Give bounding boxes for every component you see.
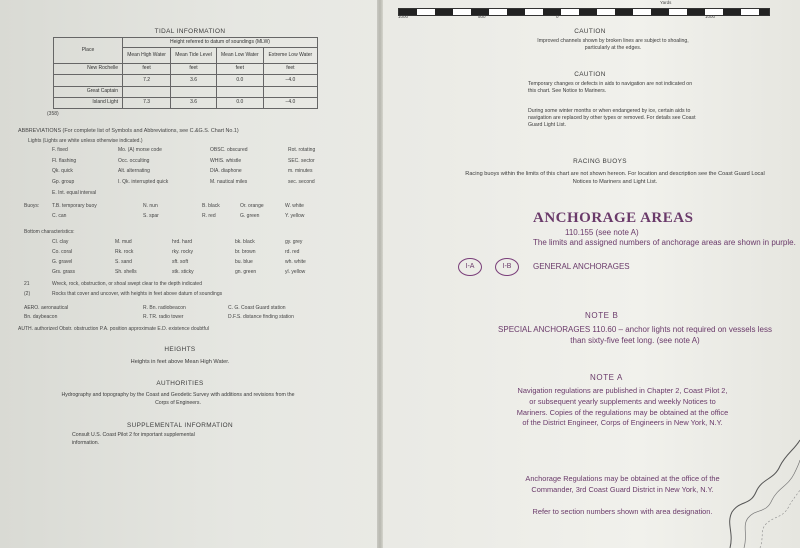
abbr-item: Rot. rotating xyxy=(288,147,316,153)
abbr-item: C. G. Coast Guard station xyxy=(228,305,286,311)
supplemental-text: Consult U.S. Coast Pilot 2 for important supplemental information. xyxy=(72,432,195,446)
table-cell xyxy=(263,86,317,97)
col-elw: Extreme Low Water xyxy=(263,48,317,64)
note-a-p2: Anchorage Regulations may be obtained at the office of the Commander, 3rd Coast Guard District in New York, N.Y. xyxy=(525,474,720,494)
abbr-item: G. gravel xyxy=(52,259,73,265)
table-cell: feet xyxy=(263,64,317,75)
abbr-item: Co. coral xyxy=(52,249,73,255)
table-cell: 7.2 xyxy=(123,75,171,86)
abbr-item: Y. yellow xyxy=(285,213,305,219)
abbr-item: M. mud xyxy=(115,239,132,245)
abbr-item: rky. rocky xyxy=(172,249,194,255)
abbr-item: F. fixed xyxy=(52,147,68,153)
abbr-item: Rk. rock xyxy=(115,249,134,255)
abbr-item: OBSC. obscured xyxy=(210,147,248,153)
abbr-item: C. can xyxy=(52,213,67,219)
table-cell: Great Captain xyxy=(54,86,123,97)
abbr-item: hrd. hard xyxy=(172,239,193,245)
tidal-title: TIDAL INFORMATION xyxy=(154,28,226,35)
lights-title: Lights (Lights are white unless otherwise indicated.) xyxy=(28,138,143,144)
abbr-item: M. nautical miles xyxy=(210,178,248,185)
rocks-text: Rocks that cover and uncover, with heights in feet above datum of soundings xyxy=(52,291,223,297)
abbr-item: gn. green xyxy=(235,269,257,275)
table-cell xyxy=(54,75,123,86)
tidal-note: (358) xyxy=(47,111,59,117)
abbr-item: DIA. diaphone xyxy=(210,168,242,174)
table-cell: 0.0 xyxy=(216,97,263,108)
scale-label: 500 xyxy=(478,14,486,19)
abbr-item: Sh. shells xyxy=(115,269,137,275)
note-a-p1: Navigation regulations are published in Chapter 2, Coast Pilot 2, or subsequent yearly supplements and weekly Notices to Mariners. Copies of the regulations may be obtained at the office of the District Engineer, Corps of Engineers in New York, N.Y. xyxy=(516,386,729,428)
abbr-item: Or. orange xyxy=(240,203,264,209)
abbr-item: D.F.S. distance finding station xyxy=(228,314,294,320)
abbr-item: Bn. daybeacon xyxy=(24,314,58,320)
abbr-item: S. sand xyxy=(115,259,132,265)
bottom-title: Bottom characteristics: xyxy=(24,229,75,235)
abbr-item: sft. soft xyxy=(172,259,189,265)
wreck-mark: 21 xyxy=(24,281,30,287)
abbr-item: br. brown xyxy=(235,249,256,255)
abbr-item: bu. blue xyxy=(235,259,253,265)
anchorage-badge-1b: I-B xyxy=(495,258,519,276)
abbr-item: G. green xyxy=(240,213,260,219)
note-b-text: SPECIAL ANCHORAGES 110.60 – anchor lights not required on vessels less than sixty-five feet long. (see note A) xyxy=(498,325,772,345)
abbr-item: WHIS. whistle xyxy=(210,157,242,164)
table-cell xyxy=(216,86,263,97)
heights-text: Heights in feet above Mean High Water. xyxy=(130,359,230,365)
caution1-title: CAUTION xyxy=(574,28,606,35)
abbr-item: gy. grey xyxy=(285,239,303,245)
lights-extra: E. Int. equal interval xyxy=(52,190,97,196)
abbr-item: S. spar xyxy=(143,213,159,219)
abbr-item: stk. sticky xyxy=(172,269,194,275)
tidal-table xyxy=(53,37,318,109)
table-cell: 3.6 xyxy=(171,97,217,108)
abbr-item: I. Qk. interrupted quick xyxy=(118,178,169,185)
anchorage-text: The limits and assigned numbers of anchorage areas are shown in purple. xyxy=(533,238,796,247)
note-b-title: NOTE B xyxy=(585,311,619,320)
abbr-item: Occ. occulting xyxy=(118,157,150,164)
anchorage-title: ANCHORAGE AREAS xyxy=(533,210,694,226)
abbr-item: Gp. group xyxy=(52,178,75,185)
abbr-item: AERO. aeronautical xyxy=(24,305,69,311)
scale-label: 1000 xyxy=(705,14,716,19)
supplemental-title: SUPPLEMENTAL INFORMATION xyxy=(126,422,234,429)
abbr-item: Alt. alternating xyxy=(118,168,150,174)
heights-title: HEIGHTS xyxy=(164,346,196,353)
col-place: Place xyxy=(54,38,123,64)
general-anchorages: GENERAL ANCHORAGES xyxy=(533,262,630,271)
caution2-title: CAUTION xyxy=(574,71,606,78)
scale-label: 1000 xyxy=(398,14,409,19)
table-cell: Island Light xyxy=(54,97,123,108)
abbr-item: R. red xyxy=(202,213,216,219)
auth-line: AUTH. authorized Obstr. obstruction P.A. position approximate E.D. existence doubtful xyxy=(18,326,209,332)
page-fold xyxy=(377,0,383,548)
table-cell: −4.0 xyxy=(263,75,317,86)
wreck-text: Wreck, rock, obstruction, or shoal swept clear to the depth indicated xyxy=(52,281,202,287)
rocks-mark: (2) xyxy=(24,291,31,297)
abbr-item: Qk. quick xyxy=(52,168,73,174)
abbr-item: Fl. flashing xyxy=(52,157,77,164)
col-mlw: Mean Low Water xyxy=(216,48,263,64)
abbr-item: yl. yellow xyxy=(285,269,306,275)
abbr-item: wh. white xyxy=(285,259,306,265)
table-cell: 3.6 xyxy=(171,75,217,86)
buoys-title: Buoys: xyxy=(24,203,40,209)
scale-unit: Yards xyxy=(660,0,672,5)
abbr-item: N. nun xyxy=(143,203,158,209)
note-a-title: NOTE A xyxy=(590,373,623,382)
col-group: Height referred to datum of soundings (MLW) xyxy=(123,38,318,48)
abbr-item: SEC. sector xyxy=(288,157,315,164)
authorities-title: AUTHORITIES xyxy=(156,380,204,387)
coastline-drawing xyxy=(720,420,800,548)
abbr-item: B. black xyxy=(202,203,220,209)
table-cell xyxy=(171,86,217,97)
table-cell: feet xyxy=(171,64,217,75)
racing-text: Racing buoys within the limits of this chart are not shown hereon. For location and description see the Coast Guard Local Notices to Mariners and Light List. xyxy=(465,171,765,185)
table-cell: New Rochelle xyxy=(54,64,123,75)
caution2-text: Temporary changes or defects in aids to navigation are not indicated on this chart. See Notice to Mariners. xyxy=(528,81,693,94)
abbr-item: T.B. temporary buoy xyxy=(52,203,97,209)
table-cell: feet xyxy=(123,64,171,75)
abbr-item: Mo. (A) morse code xyxy=(118,147,162,153)
table-cell: feet xyxy=(216,64,263,75)
racing-title: RACING BUOYS xyxy=(573,158,627,165)
table-cell: −4.0 xyxy=(263,97,317,108)
abbr-item: Cl. clay xyxy=(52,239,69,245)
abbr-item: R. TR. radio tower xyxy=(143,314,184,320)
table-cell xyxy=(123,86,171,97)
abbr-item: sec. second xyxy=(288,178,315,185)
abbr-item: rd. red xyxy=(285,249,300,255)
caution1-text: Improved channels shown by broken lines are subject to shoaling, particularly at the edges. xyxy=(537,38,689,51)
table-cell: 7.3 xyxy=(123,97,171,108)
abbr-item: bk. black xyxy=(235,239,255,245)
caution2-text2: During some winter months or when endangered by ice, certain aids to navigation are replaced by other types or removed. For details see Coast Guard Light List. xyxy=(528,108,696,128)
abbr-item: W. white xyxy=(285,203,304,209)
scale-label: 0 xyxy=(556,14,559,19)
col-mtl: Mean Tide Level xyxy=(171,48,217,64)
anchorage-ref: 110.155 (see note A) xyxy=(565,228,639,237)
note-a-p3: Refer to section numbers shown with area designation. xyxy=(532,507,713,516)
abbr-item: R. Bn. radiobeacon xyxy=(143,305,186,311)
authorities-text: Hydrography and topography by the Coast and Geodetic Survey with additions and revisions from the Corps of Engineers. xyxy=(61,392,295,406)
col-mhw: Mean High Water xyxy=(123,48,171,64)
abbreviations-title: ABBREVIATIONS (For complete list of Symbols and Abbreviations, see C.&G.S. Chart No.1) xyxy=(18,128,239,134)
table-cell: 0.0 xyxy=(216,75,263,86)
anchorage-badge-1a: I-A xyxy=(458,258,482,276)
abbr-item: m. minutes xyxy=(288,168,313,174)
abbr-item: Grs. grass xyxy=(52,269,76,275)
